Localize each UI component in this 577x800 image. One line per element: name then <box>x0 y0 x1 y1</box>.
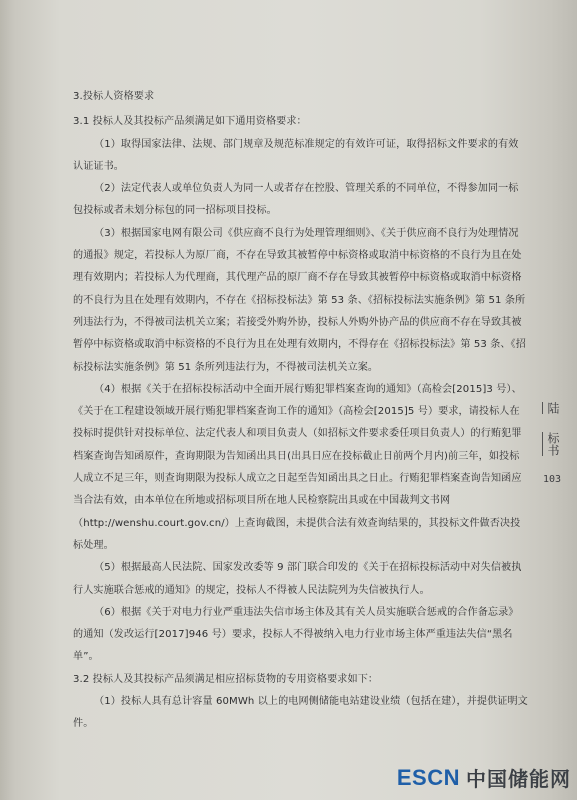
subsection-heading-general: 3.1 投标人及其投标产品须满足如下通用资格要求： <box>73 116 307 128</box>
requirement-4: （4）根据《关于在招标投标活动中全面开展行贿犯罪档案查询的通知》（高检会[2015]3 号）、《关于在工程建设领域开展行贿犯罪档案查询工作的通知》（高检会[2015]5 号）要求，请投标人在投标时提供针对投标单位、法定代表人和项目负责人（如招标文件要求委任项目负责人）的行贿犯罪档案查询告知函原件，查询期限为告知函出具日(出具日应在投标截止日前两个月内)前三年，如投标人成立不足三年，则查询期限为投标人成立之日起至告知函出具之日止。行贿犯罪档案查询告知函应当合法有效，由本单位在所地或招标项目所在地人民检察院出具或在中国裁判文书网（http://wenshu.court.gov.cn/）上查询截图，未提供合法有效查询结果的，其投标文件做否决投标处理。 <box>73 383 522 551</box>
requirement-6: （6）根据《关于对电力行业严重违法失信市场主体及其有关人员实施联合惩戒的合作备忘录》的通知（发改运行[2017]946 号）要求，投标人不得被纳入电力行业市场主体严重违法失信“黑名单”。 <box>73 606 519 663</box>
requirement-3: （3）根据国家电网有限公司《供应商不良行为处理管理细则》、《关于供应商不良行为处理情况的通报》规定，若投标人为原厂商，不存在导致其被暂停中标资格或取消中标资格的不良行为且在处理有效期内；若投标人为代理商，其代理产品的原厂商不存在导致其被暂停中标资格或取消中标资格的不良行为且在处理有效期内，不存在《招标投标法》第 53 条、《招标投标法实施条例》第 51 条所列违法行为，不得被司法机关立案；若接受外购外协，投标人外购外协产品的供应商不存在导致其被暂停中标资格或取消中标资格的不良行为且在处理有效期内，不得存在《招标投标法》第 53 条、《招标投标法实施条例》第 51 条所列违法行为，不得被司法机关立案。 <box>73 227 526 373</box>
watermark <box>397 763 571 792</box>
requirement-1: （1）取得国家法律、法规、部门规章及规范标准规定的有效许可证，取得招标文件要求的有效认证证书。 <box>73 138 519 172</box>
escn-logo: ESCN <box>396 764 460 790</box>
requirement-5: （5）根据最高人民法院、国家发改委等 9 部门联合印发的《关于在招标投标活动中对失信被执行人实施联合惩戒的通知》的规定，投标人不得被人民法院列为失信被执行人。 <box>73 562 522 596</box>
watermark-text: 中国储能网 <box>466 769 571 791</box>
side-mark-label: 标书 <box>542 432 562 456</box>
subsection-heading-special: 3.2 投标人及其投标产品须满足相应招标货物的专用资格要求如下： <box>73 673 379 685</box>
side-mark-char: 陆 <box>542 402 562 414</box>
page-number: 103 <box>542 474 562 485</box>
section-heading: 3.投标人资格要求 <box>73 91 155 102</box>
special-requirement-1: （1）投标人具有总计容量 60MWh 以上的电网侧储能电站建设业绩（包括在建），并提供证明文件。 <box>73 696 528 730</box>
document-body <box>73 86 528 736</box>
requirement-2: （2）法定代表人或单位负责人为同一人或者存在控股、管理关系的不同单位，不得参加同一标包投标或者未划分标包的同一招标项目投标。 <box>73 183 519 217</box>
side-page-stamp <box>535 402 569 485</box>
